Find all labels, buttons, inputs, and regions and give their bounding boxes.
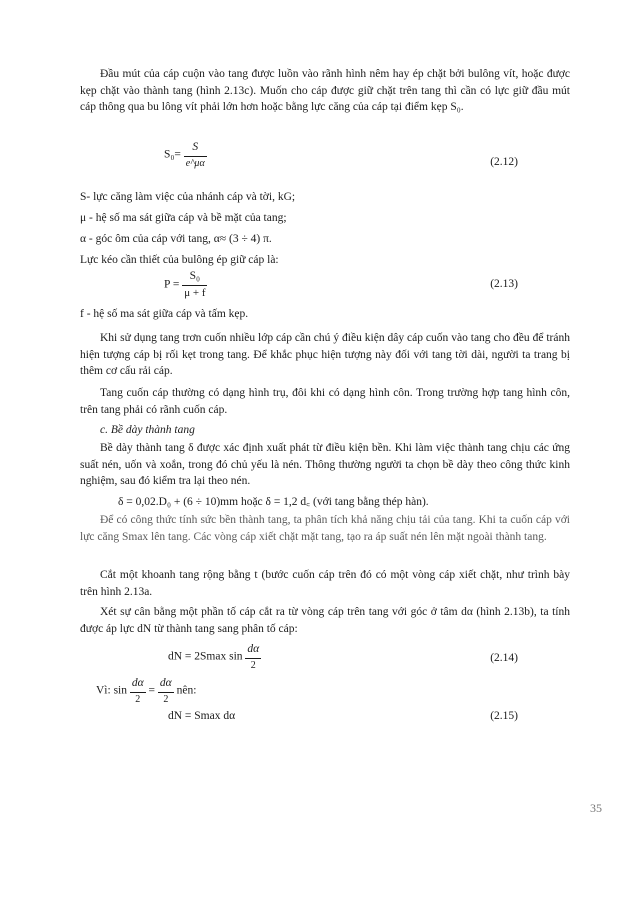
definition-f: f - hệ số ma sát giữa cáp và tấm kẹp. [80, 308, 249, 320]
definition-s: S- lực căng làm việc của nhánh cáp và tời, kG; [80, 191, 296, 203]
vi-prefix: Vì: sin [96, 684, 127, 697]
page-number: 35 [590, 801, 602, 815]
vi-fraction-left [130, 675, 146, 707]
eq214-lhs: dN = 2Smax sin [168, 650, 243, 663]
eq212-numerator: S [184, 139, 207, 157]
vi-num-right: dα [158, 675, 174, 693]
equation-2-15: dN = Smax dα [168, 710, 236, 722]
vi-suffix: nên: [176, 684, 197, 697]
eq214-denominator: 2 [250, 659, 256, 671]
eq212-lhs: S₀= [164, 148, 181, 161]
eq213-fraction [182, 268, 207, 302]
paragraph-smooth-drum: Khi sử dụng tang trơn cuốn nhiều lớp cáp cần chú ý điều kiện dây cáp cuốn vào tang cho đều để tránh hiện tượng cáp bị rối kẹt trong tang. Để khắc phục hiện tượng này đối với tang tời dài, người ta trang bị thêm cơ cấu rải cáp. [80, 332, 570, 378]
eq215-number: (2.15) [490, 710, 518, 722]
paragraph-thickness: Bề dày thành tang δ được xác định xuất phát từ điều kiện bền. Khi làm việc thành tang chịu các ứng suất nén, uốn và xoắn, trong đó chủ yếu là nén. Thông thường người ta chọn bề dày theo công thức kinh nghiệm, sau đó kiểm tra lại theo nén. [80, 442, 570, 488]
equation-2-14 [168, 641, 261, 673]
eq213-numerator: S₀ [182, 268, 207, 286]
small-angle-note [96, 675, 196, 707]
vi-num-left: dα [130, 675, 146, 693]
vi-fraction-right [158, 675, 174, 707]
eq214-number: (2.14) [490, 652, 518, 664]
vi-den-right: 2 [163, 693, 169, 705]
eq213-denominator: μ + f [184, 286, 206, 299]
eq214-numerator: dα [245, 641, 261, 659]
eq214-fraction [245, 641, 261, 673]
paragraph-equilibrium: Xét sự cân bằng một phần tố cáp cắt ra từ vòng cáp trên tang với góc ở tâm dα (hình 2.13b), ta tính được áp lực dN từ thành tang sang phân tố cáp: [80, 606, 570, 635]
eq213-number: (2.13) [490, 278, 518, 290]
definition-mu: μ - hệ số ma sát giữa cáp và bề mặt của tang; [80, 212, 287, 224]
heading-drum-thickness: c. Bề dày thành tang [100, 424, 195, 436]
equation-2-13 [164, 268, 207, 302]
formula-delta: δ = 0,02.D₀ + (6 ÷ 10)mm hoặc δ = 1,2 d꜀ (với tang bằng thép hàn). [118, 496, 429, 508]
paragraph-drum-shape: Tang cuốn cáp thường có dạng hình trụ, đôi khi có dạng hình côn. Trong trường hợp tang hình côn, trên tang phải có rãnh cuốn cáp. [80, 387, 570, 416]
vi-den-left: 2 [135, 693, 141, 705]
paragraph-strength: Để có công thức tính sức bền thành tang, ta phân tích khả năng chịu tải của tang. Khi ta cuốn cáp với lực căng Smax lên tang. Các vòng cáp xiết chặt mặt tang, tạo ra áp suất nén lên mặt ngoài thành tang. [80, 514, 570, 543]
paragraph-drum-section: Cắt một khoanh tang rộng bằng t (bước cuốn cáp trên đó có một vòng cáp xiết chặt, như trình bày trên hình 2.13a. [80, 569, 570, 598]
equation-2-12 [164, 139, 207, 171]
definition-alpha: α - góc ôm của cáp với tang, α≈ (3 ÷ 4) π. [80, 233, 272, 245]
eq212-denominator: e^μα [185, 157, 205, 169]
eq212-fraction [184, 139, 207, 171]
eq212-number: (2.12) [490, 156, 518, 168]
paragraph-end-fixing: Đầu mút của cáp cuộn vào tang được luồn vào rãnh hình nêm hay ép chặt bởi bulông vít, hoặc được kẹp chặt vào thành tang (hình 2.13c). Muốn cho cáp được giữ chặt trên tang thì cần có lực giữ đầu mút cáp thông qua bu lông vít phải lớn hơn hoặc bằng lực căng của cáp tại điểm kẹp S₀. [80, 68, 570, 114]
vi-equals: = [148, 684, 156, 697]
eq213-lhs: P = [164, 278, 180, 291]
force-intro: Lực kéo cần thiết của bulông ép giữ cáp là: [80, 254, 279, 266]
